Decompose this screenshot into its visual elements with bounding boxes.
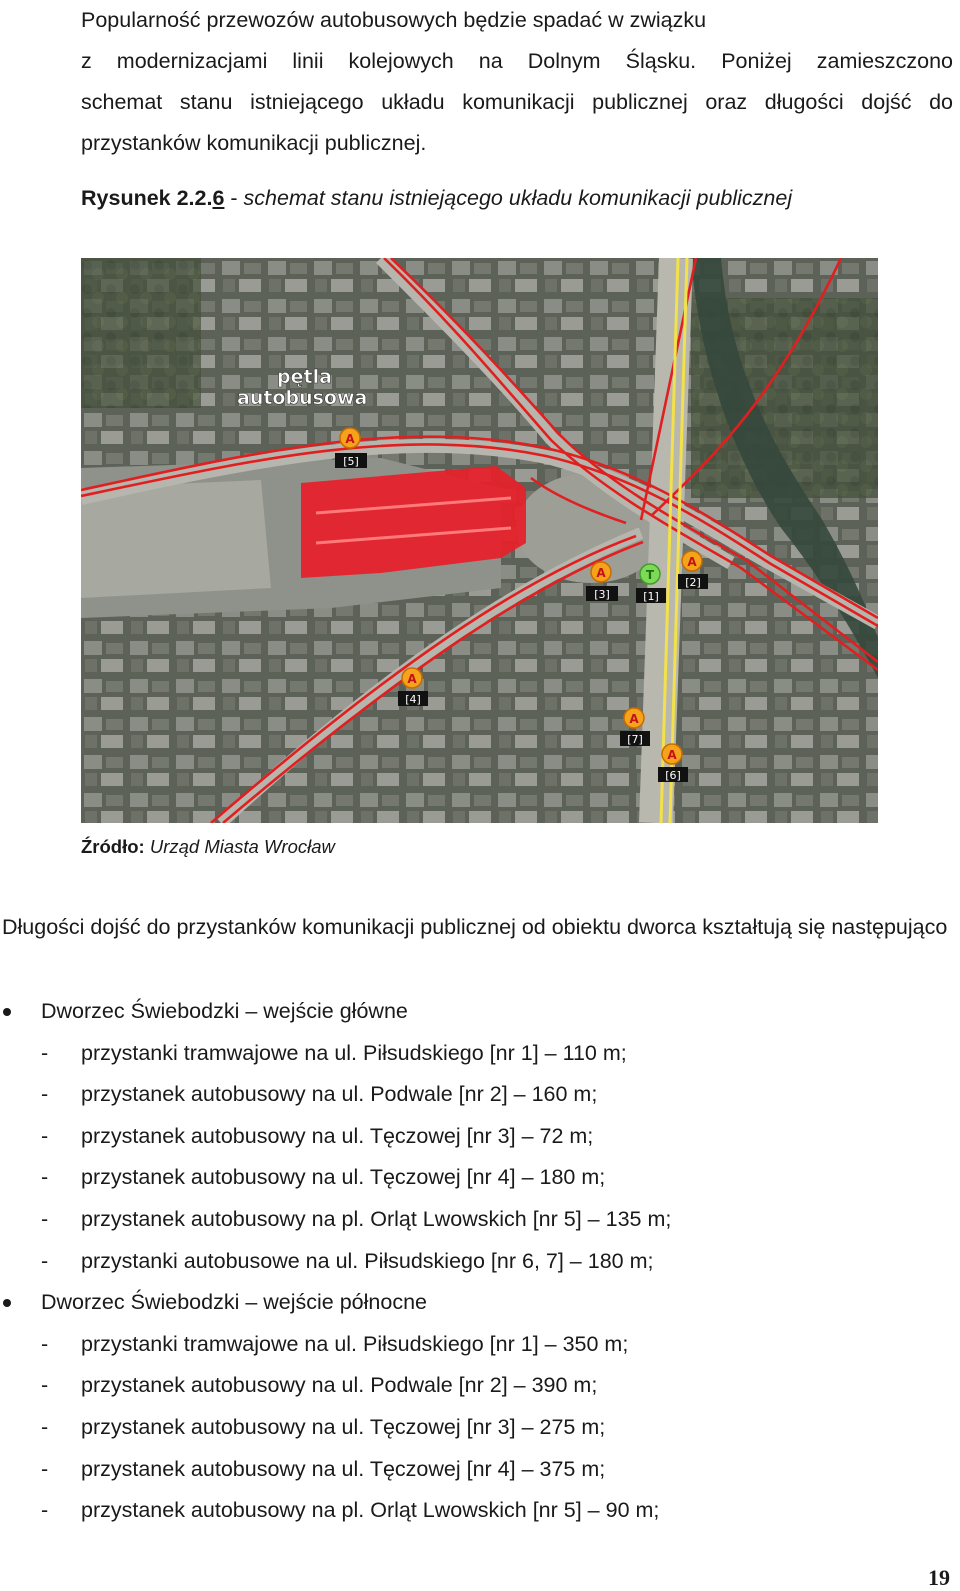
- caption-number: 6: [212, 186, 225, 210]
- page-number: 19: [928, 1565, 950, 1590]
- list-item: - przystanek autobusowy na ul. Tęczowej [nr 4] – 375 m;: [41, 1456, 606, 1481]
- list-item: - przystanek autobusowy na ul. Podwale [nr 2] – 390 m;: [41, 1373, 598, 1398]
- stop-label: [3]: [594, 588, 610, 601]
- intro-paragraph: [81, 0, 953, 164]
- stop-label: [7]: [627, 733, 643, 746]
- list-group-title: Dworzec Świebodzki – wejście główne: [0, 991, 960, 1033]
- walking-distances-intro: Długości dojść do przystanków komunikacji publicznej od obiektu dworca kształtują się następująco: [2, 915, 948, 939]
- list-item: - przystanek autobusowy na ul. Tęczowej [nr 4] – 180 m;: [41, 1165, 606, 1190]
- list-group-title: Dworzec Świebodzki – wejście północne: [0, 1282, 960, 1324]
- bullet-icon: [3, 1299, 11, 1307]
- intro-line: z modernizacjami linii kolejowych na Dolnym Śląsku. Poniżej zamieszczono: [81, 49, 953, 73]
- figure-caption: [81, 186, 792, 211]
- bus-stop-icon: A: [629, 712, 639, 726]
- bus-stop-icon: A: [667, 748, 677, 762]
- bullet-icon: [3, 1008, 11, 1016]
- bus-stop-icon: A: [345, 432, 355, 446]
- map-greenery: [81, 258, 201, 408]
- stop-label: [5]: [343, 455, 359, 468]
- stop-label: [1]: [643, 590, 659, 603]
- list-item: - przystanek autobusowy na ul. Tęczowej [nr 3] – 72 m;: [41, 1123, 594, 1148]
- bus-stop-icon: A: [596, 566, 606, 580]
- intro-line: schemat stanu istniejącego układu komunikacji publicznej oraz długości dojść do: [81, 90, 953, 114]
- list-item: - przystanek autobusowy na pl. Orląt Lwowskich [nr 5] – 90 m;: [41, 1498, 660, 1523]
- intro-line: Popularność przewozów autobusowych będzie spadać w związku: [81, 8, 707, 32]
- stop-label: [2]: [685, 576, 701, 589]
- figure-source: [81, 836, 335, 858]
- caption-dash: -: [224, 186, 244, 210]
- bus-stop-icon: A: [407, 672, 417, 686]
- list-item: - przystanek autobusowy na pl. Orląt Lwowskich [nr 5] – 135 m;: [41, 1206, 672, 1231]
- caption-label: Rysunek 2.2.: [81, 186, 213, 210]
- list-item: - przystanki tramwajowe na ul. Piłsudskiego [nr 1] – 110 m;: [41, 1040, 627, 1065]
- list-item: - przystanki autobusowe na ul. Piłsudskiego [nr 6, 7] – 180 m;: [41, 1248, 654, 1273]
- intro-line: przystanków komunikacji publicznej.: [81, 131, 427, 155]
- list-item: - przystanek autobusowy na ul. Tęczowej [nr 3] – 275 m;: [41, 1414, 606, 1439]
- transport-map: [81, 258, 878, 823]
- map-title-line1: pętla: [277, 366, 332, 388]
- stop-label: [4]: [405, 693, 421, 706]
- list-item: - przystanki tramwajowe na ul. Piłsudskiego [nr 1] – 350 m;: [41, 1331, 629, 1356]
- tram-stop-icon: T: [645, 568, 655, 582]
- stop-label: [6]: [665, 769, 681, 782]
- source-label: Źródło:: [81, 836, 145, 857]
- map-title-line2: autobusowa: [237, 387, 368, 409]
- caption-text: schemat stanu istniejącego układu komunikacji publicznej: [243, 186, 793, 210]
- list-item: - przystanek autobusowy na ul. Podwale [nr 2] – 160 m;: [41, 1082, 598, 1107]
- walking-distances-list: [0, 991, 960, 1532]
- source-text: Urząd Miasta Wrocław: [149, 836, 335, 857]
- bus-stop-icon: A: [687, 555, 697, 569]
